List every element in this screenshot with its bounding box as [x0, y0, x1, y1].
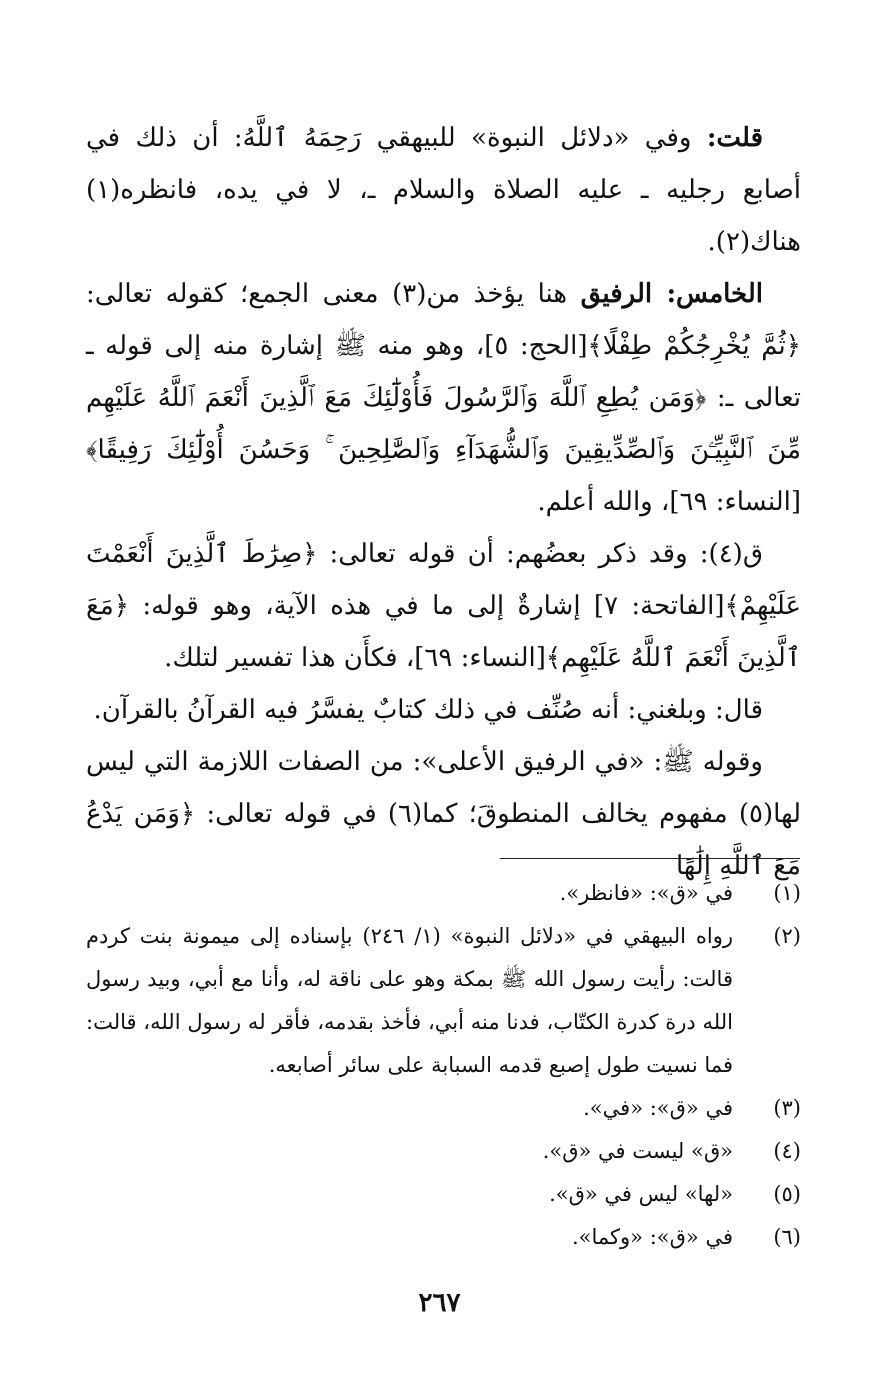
footnote-text: رواه البيهقي في «دلائل النبوة» (١/ ٢٤٦) بإسناده إلى ميمونة بنت كردم قالت: رأيت رسول الله ﷺ بمكة وهو على ناقة له، وأنا مع أبي، وبيد رسول الله درة كدرة الكتّاب، فدنا منه أبي، فأخذ بقدمه، فأقر له رسول الله، قالت: فما نسيت طول إصبع قدمه السبابة على سائر أصابعه.: [86, 924, 733, 1077]
footnote-text: «ق» ليست في «ق».: [542, 1139, 733, 1163]
paragraph-1-text: وفي «دلائل النبوة» للبيهقي رَحِمَهُ ٱللَّهُ: أن ذلك في أصابع رجليه ـ عليه الصلاة والسلام ـ، لا في يده، فانظره(١) هناك(٢).: [86, 123, 801, 257]
paragraph-4: قال: وبلغني: أنه صُنِّف في ذلك كتابٌ يفسَّرُ فيه القرآنُ بالقرآن.: [93, 695, 763, 725]
footnotes: [86, 872, 801, 1259]
footnote-text: في «ق»: «وكما».: [571, 1225, 733, 1249]
paragraph-2-text: هنا يؤخذ من(٣) معنى الجمع؛ كقوله تعالى: ﴿ثُمَّ يُخْرِجُكُمْ طِفْلًا﴾[الحج: ٥]، وهو منه ﷺ إشارة منه إلى قوله ـ تعالى ـ: ﴿وَمَن يُطِعِ ٱللَّهَ وَٱلرَّسُولَ فَأُوْلَٰٓئِكَ مَعَ ٱلَّذِينَ أَنْعَمَ ٱللَّهُ عَلَيْهِم مِّنَ ٱلنَّبِيِّـۧنَ وَٱلصِّدِّيقِينَ وَٱلشُّهَدَآءِ وَٱلصَّٰلِحِينَ ۚ وَحَسُنَ أُوْلَٰٓئِكَ رَفِيقًا﴾[النساء: ٦٩]، والله أعلم.: [86, 279, 801, 517]
footnote-number: (٥): [773, 1182, 801, 1206]
footnote-item: [86, 1216, 801, 1259]
footnote-number: (١): [773, 881, 801, 905]
footnote-number: (٣): [773, 1096, 801, 1120]
footnote-number: (٦): [773, 1225, 801, 1249]
paragraph-5: وقوله ﷺ: «في الرفيق الأعلى»: من الصفات اللازمة التي ليس لها(٥) مفهوم يخالف المنطوقَ؛ كما(٦) في قوله تعالى: ﴿وَمَن يَدْعُ مَعَ ٱللَّهِ إِلَٰهًا: [86, 747, 801, 881]
paragraph-3: ق(٤): وقد ذكر بعضُهم: أن قوله تعالى: ﴿صِرَٰطَ ٱلَّذِينَ أَنْعَمْتَ عَلَيْهِمْ﴾[الفاتحة: ٧] إشارةٌ إلى ما في هذه الآية، وهو قوله: ﴿مَعَ ٱلَّذِينَ أَنْعَمَ ٱللَّهُ عَلَيْهِم﴾[النساء: ٦٩]، فكأَن هذا تفسير لتلك.: [86, 539, 801, 673]
footnote-item: [86, 1087, 801, 1130]
footnote-item: [86, 1173, 801, 1216]
footnote-divider: [500, 858, 800, 859]
footnote-item: [86, 915, 801, 1087]
footnote-item: [86, 872, 801, 915]
footnote-text: «لها» ليس في «ق».: [549, 1182, 733, 1206]
footnote-item: [86, 1130, 801, 1173]
footnote-text: في «ق»: «فانظر».: [559, 881, 733, 905]
paragraph-1: [86, 112, 801, 268]
paragraph-2: [86, 268, 801, 528]
paragraph-1-label: قلت:: [706, 123, 763, 153]
paragraph-2-label: الخامس: الرفيق: [580, 279, 763, 309]
page-number: ٢٦٧: [418, 1288, 461, 1318]
footnote-number: (٢): [773, 924, 801, 948]
footnote-number: (٤): [773, 1139, 801, 1163]
footnote-text: في «ق»: «في».: [583, 1096, 733, 1120]
main-text: [86, 112, 801, 892]
